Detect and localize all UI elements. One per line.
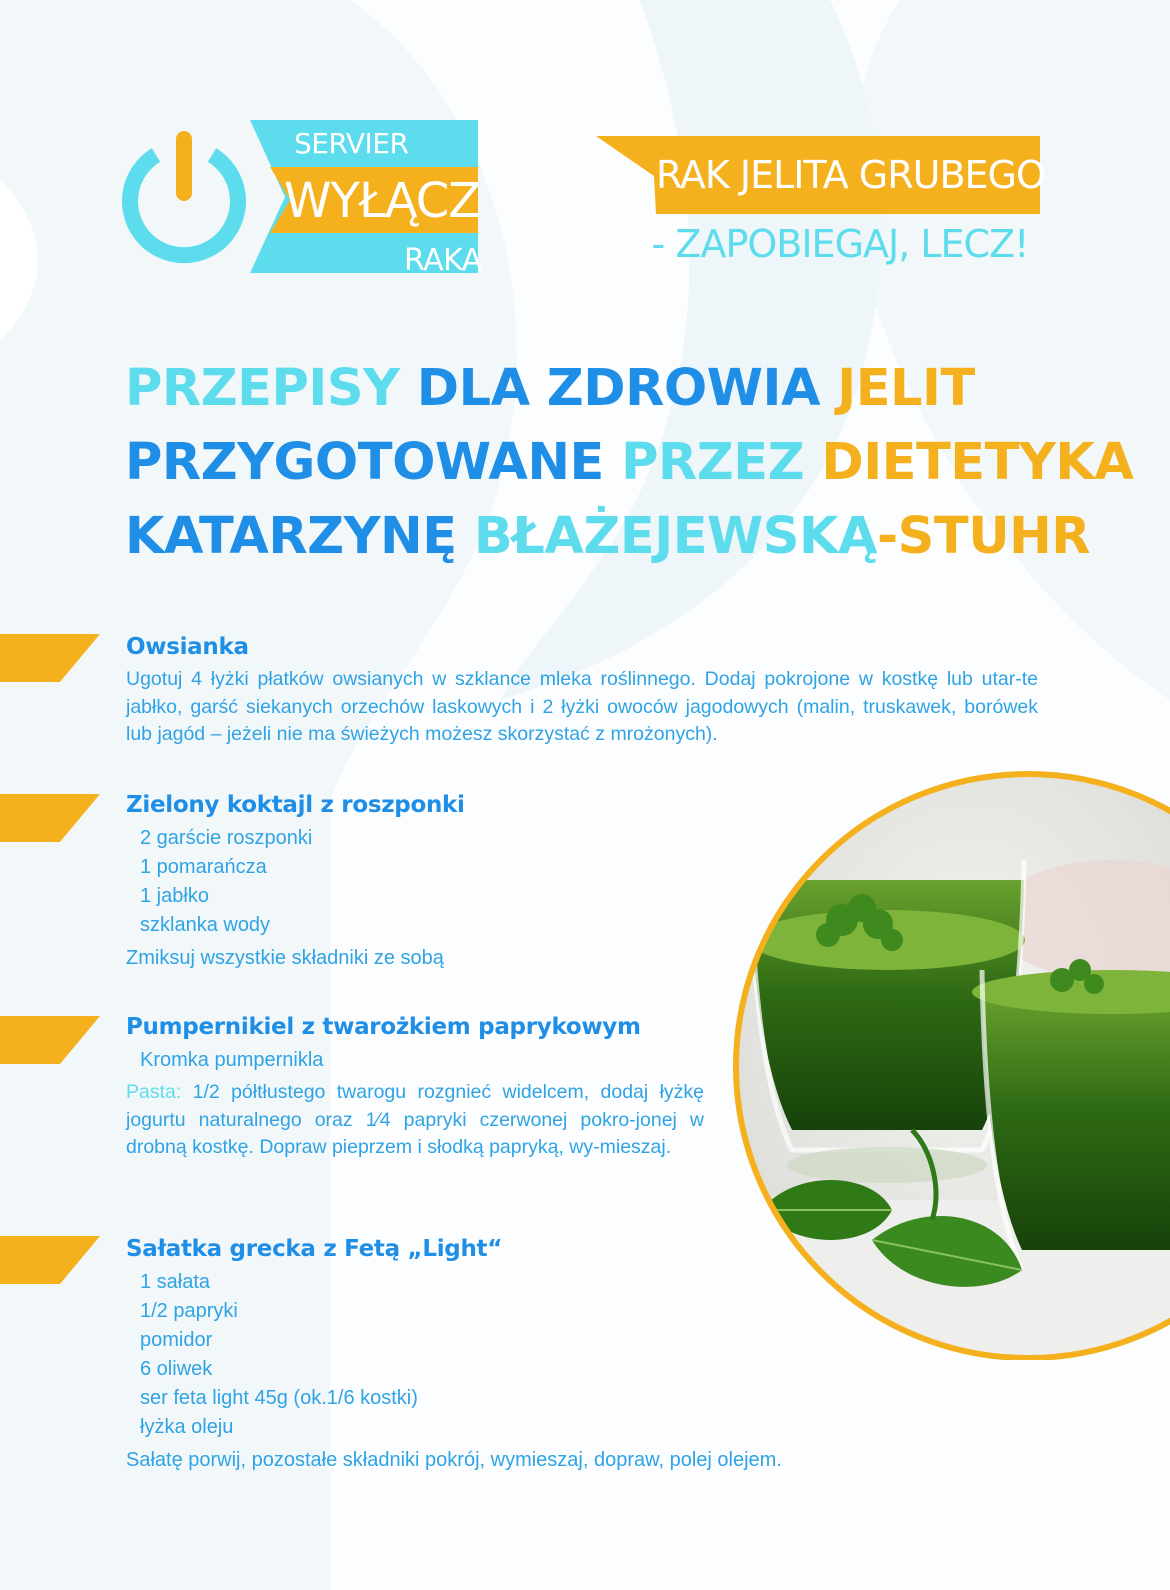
headline-word: PRZEPISY (125, 359, 400, 418)
recipe-step: Sałatę porwij, pozostałe składniki pokrój, wymieszaj, dopraw, polej olejem. (126, 1449, 782, 1471)
recipe-text: Ugotuj 4 łyżki płatków owsianych w szklance mleka roślinnego. Dodaj pokrojone w kostkę lub utar-te jabłko, garść siekanych orzechów laskowych i 2 łyżki owoców jagodowych (malin, truskawek, borówek lub jagód – jeżeli nie ma świeżych możesz skorzystać z mrożonych). (126, 668, 1038, 745)
headline-word: KATARZYNĘ (125, 507, 457, 566)
ingredient-list (126, 1046, 704, 1075)
ingredient-item: ser feta light 45g (ok.1/6 kostki) (140, 1387, 418, 1409)
section-marker (0, 1016, 100, 1064)
banner-title: RAK JELITA GRUBEGO (656, 153, 1045, 197)
ingredient-item: 1 pomarańcza (140, 856, 267, 878)
recipe-owsianka (126, 634, 1038, 749)
recipe-step (126, 1079, 704, 1162)
ingredient-item: 2 garście roszponki (140, 827, 313, 849)
headline-word: PRZYGOTOWANE (125, 433, 604, 492)
pasta-text: 1/2 półtłustego twarogu rozgnieć widelcem, dodaj łyżkę jogurtu naturalnego oraz 1⁄4 papryki czerwonej pokro-jonej w drobną kostkę. Dopraw pieprzem i słodką papryką, wy-mieszaj. (126, 1081, 704, 1158)
headline-line-1 (125, 352, 1105, 426)
recipe-step: Zmiksuj wszystkie składniki ze sobą (126, 947, 444, 969)
recipe-title: Zielony koktajl z roszponki (126, 792, 465, 818)
logo-text-wylacz: WYŁĄCZ (284, 173, 481, 229)
campaign-banner (596, 136, 1045, 214)
headline-word: BŁAŻEJEWSKĄ (473, 507, 878, 566)
logo-text-servier: SERVIER (294, 127, 409, 160)
recipe-title: Pumpernikiel z twarożkiem paprykowym (126, 1014, 641, 1040)
headline-word: PRZEZ (621, 433, 805, 492)
ingredient-item: 1 sałata (140, 1271, 211, 1293)
servier-logo (120, 115, 490, 295)
headline-word: DIETETYKA (821, 433, 1134, 492)
headline-line-3 (125, 500, 1105, 574)
headline-word: -STUHR (877, 507, 1091, 566)
pasta-label: Pasta: (126, 1081, 182, 1103)
recipe-zielony-koktajl (126, 792, 686, 973)
recipe-pumpernikiel (126, 1014, 704, 1162)
ingredient-item: szklanka wody (140, 914, 271, 936)
ingredient-item: 1/2 papryki (140, 1300, 238, 1322)
ingredient-list (126, 824, 686, 940)
recipe-title: Sałatka grecka z Fetą „Light“ (126, 1236, 503, 1262)
banner-slogan: - ZAPOBIEGAJ, LECZ! (651, 222, 1029, 266)
section-marker (0, 634, 100, 682)
ingredient-item: 6 oliwek (140, 1358, 213, 1380)
page-headline (125, 352, 1134, 574)
ingredient-item: pomidor (140, 1329, 213, 1351)
logo-text-raka: RAKA (404, 243, 482, 278)
ingredient-item: Kromka pumpernikla (140, 1049, 324, 1071)
power-icon (130, 131, 238, 255)
headline-line-2 (125, 426, 1134, 500)
ingredient-item: łyżka oleju (140, 1416, 234, 1438)
recipe-salatka-grecka (126, 1236, 886, 1475)
headline-word: DLA ZDROWIA (416, 359, 820, 418)
recipe-title: Owsianka (126, 634, 249, 660)
section-marker (0, 794, 100, 842)
ingredient-item: 1 jabłko (140, 885, 209, 907)
headline-word: JELIT (837, 359, 975, 418)
ingredient-list (126, 1268, 886, 1442)
section-marker (0, 1236, 100, 1284)
